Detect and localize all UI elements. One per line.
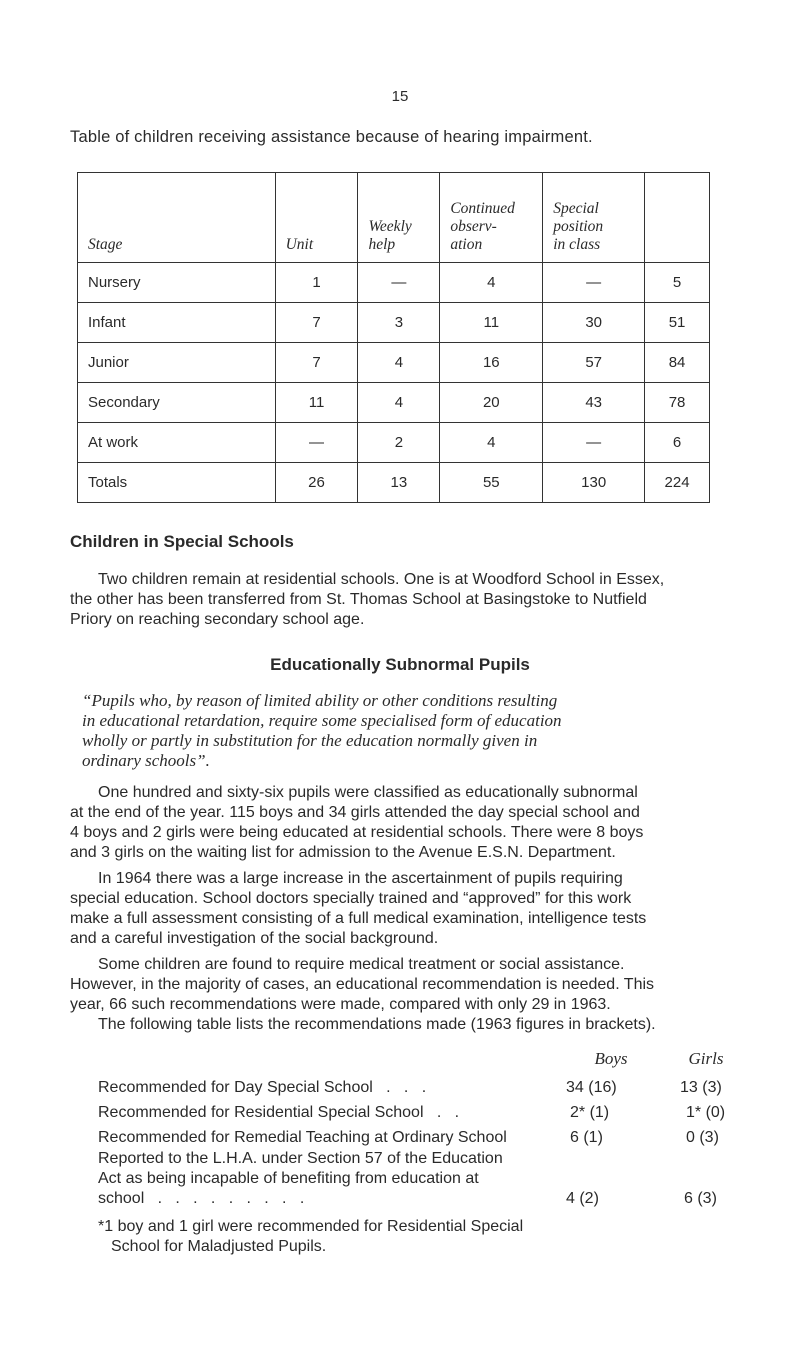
value-cell: 84 xyxy=(645,343,710,383)
reported-line-3: school . . . . . . . . . xyxy=(98,1190,305,1207)
value-cell: — xyxy=(543,423,645,463)
definition-line-3: wholly or partly in substitution for the education normally given in xyxy=(82,731,538,750)
special-schools-line-3: Priory on reaching secondary school age. xyxy=(70,611,365,628)
reported-line-2: Act as being incapable of benefiting from education at xyxy=(98,1170,479,1187)
stage-cell: Infant xyxy=(78,303,276,343)
table-header-row xyxy=(78,173,710,263)
stage-cell: Secondary xyxy=(78,383,276,423)
para3-line-2: However, in the majority of cases, an educational recommendation is needed. This xyxy=(70,976,655,993)
reported-boys: 4 (2) xyxy=(566,1190,599,1207)
value-cell: 13 xyxy=(358,463,440,503)
col-girls-header: Girls xyxy=(688,1049,724,1068)
table-row xyxy=(78,303,710,343)
para3-line-3: year, 66 such recommendations were made, compared with only 29 in 1963. xyxy=(70,996,611,1013)
value-cell: 11 xyxy=(275,383,358,423)
value-cell: 4 xyxy=(440,263,543,303)
stage-cell: Nursery xyxy=(78,263,276,303)
recommendation-girls: 13 (3) xyxy=(680,1079,722,1096)
table-row xyxy=(78,423,710,463)
para3-line-1: Some children are found to require medical treatment or social assistance. xyxy=(98,956,625,973)
para2-line-2: special education. School doctors specially trained and “approved” for this work xyxy=(70,890,632,907)
value-cell: 2 xyxy=(358,423,440,463)
value-cell: 7 xyxy=(275,303,358,343)
stage-cell: At work xyxy=(78,423,276,463)
recommendation-label: Recommended for Residential Special School . . xyxy=(98,1104,460,1121)
value-cell: 3 xyxy=(358,303,440,343)
value-cell: 26 xyxy=(275,463,358,503)
value-cell: 224 xyxy=(645,463,710,503)
value-cell: 55 xyxy=(440,463,543,503)
definition-line-4: ordinary schools”. xyxy=(82,751,210,770)
recommendation-boys: 2* (1) xyxy=(570,1104,610,1121)
table-row xyxy=(78,263,710,303)
hearing-impairment-table xyxy=(77,172,710,503)
header-stage: Stage xyxy=(78,173,276,263)
definition-line-2: in educational retardation, require some specialised form of education xyxy=(82,711,562,730)
reported-line-1: Reported to the L.H.A. under Section 57 of the Education xyxy=(98,1150,503,1167)
header-total xyxy=(645,173,710,263)
value-cell: 5 xyxy=(645,263,710,303)
definition-line-1: “Pupils who, by reason of limited ability or other conditions resulting xyxy=(82,691,558,710)
reported-girls: 6 (3) xyxy=(684,1190,717,1207)
value-cell: 4 xyxy=(358,343,440,383)
value-cell: 4 xyxy=(358,383,440,423)
para1-line-1: One hundred and sixty-six pupils were classified as educationally subnormal xyxy=(98,784,638,801)
para3-line-4: The following table lists the recommendations made (1963 figures in brackets). xyxy=(98,1016,656,1033)
header-continued-observation: Continued observ- ation xyxy=(440,173,543,263)
value-cell: — xyxy=(543,263,645,303)
value-cell: 51 xyxy=(645,303,710,343)
footnote-line-1: *1 boy and 1 girl were recommended for Residential Special xyxy=(98,1218,524,1235)
special-schools-heading: Children in Special Schools xyxy=(70,532,294,551)
value-cell: 16 xyxy=(440,343,543,383)
recommendation-label: Recommended for Day Special School . . . xyxy=(98,1079,427,1096)
value-cell: 6 xyxy=(645,423,710,463)
value-cell: 11 xyxy=(440,303,543,343)
table-row xyxy=(78,463,710,503)
para1-line-2: at the end of the year. 115 boys and 34 girls attended the day special school and xyxy=(70,804,640,821)
col-boys-header: Boys xyxy=(594,1049,628,1068)
para2-line-3: make a full assessment consisting of a full medical examination, intelligence tests xyxy=(70,910,647,927)
header-special-position: Special position in class xyxy=(543,173,645,263)
value-cell: 20 xyxy=(440,383,543,423)
value-cell: 4 xyxy=(440,423,543,463)
special-schools-line-2: the other has been transferred from St. Thomas School at Basingstoke to Nutfield xyxy=(70,591,647,608)
footnote-line-2: School for Maladjusted Pupils. xyxy=(111,1238,327,1255)
table-caption: Table of children receiving assistance because of hearing impairment. xyxy=(70,128,593,146)
header-unit: Unit xyxy=(275,173,358,263)
value-cell: 1 xyxy=(275,263,358,303)
stage-cell: Totals xyxy=(78,463,276,503)
value-cell: 7 xyxy=(275,343,358,383)
para1-line-4: and 3 girls on the waiting list for admission to the Avenue E.S.N. Department. xyxy=(70,844,616,861)
table-row xyxy=(78,343,710,383)
recommendation-boys: 6 (1) xyxy=(570,1129,603,1146)
value-cell: — xyxy=(275,423,358,463)
para2-line-1: In 1964 there was a large increase in the ascertainment of pupils requiring xyxy=(98,870,623,887)
recommendation-girls: 1* (0) xyxy=(686,1104,726,1121)
para1-line-3: 4 boys and 2 girls were being educated at residential schools. There were 8 boys xyxy=(70,824,644,841)
value-cell: 43 xyxy=(543,383,645,423)
value-cell: 78 xyxy=(645,383,710,423)
para2-line-4: and a careful investigation of the social background. xyxy=(70,930,439,947)
recommendation-label: Recommended for Remedial Teaching at Ordinary School xyxy=(98,1129,507,1146)
recommendation-boys: 34 (16) xyxy=(566,1079,617,1096)
value-cell: 130 xyxy=(543,463,645,503)
value-cell: 30 xyxy=(543,303,645,343)
page-number: 15 xyxy=(391,88,409,105)
recommendation-girls: 0 (3) xyxy=(686,1129,719,1146)
subnormal-heading: Educationally Subnormal Pupils xyxy=(270,655,530,674)
header-weekly-help: Weekly help xyxy=(358,173,440,263)
stage-cell: Junior xyxy=(78,343,276,383)
table-row xyxy=(78,383,710,423)
value-cell: 57 xyxy=(543,343,645,383)
special-schools-line-1: Two children remain at residential schools. One is at Woodford School in Essex, xyxy=(98,571,665,588)
value-cell: — xyxy=(358,263,440,303)
